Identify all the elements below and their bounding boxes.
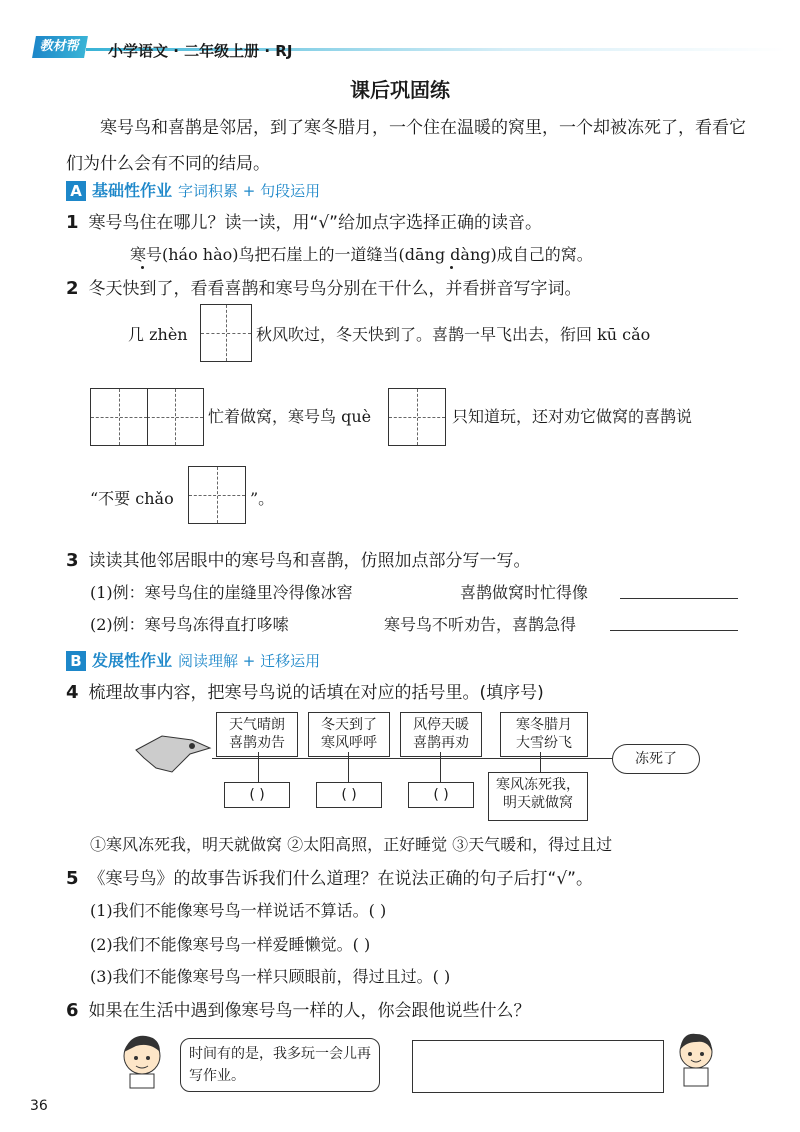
- q2-line1b: 秋风吹过，冬天快到了。喜鹊一早飞出去，衔回 kū cǎo: [256, 325, 651, 344]
- question-text: 如果在生活中遇到像寒号鸟一样的人，你会跟他说些什么？: [88, 1001, 531, 1021]
- section-b-sub: 阅读理解 + 迁移运用: [178, 652, 321, 670]
- question-5: [66, 864, 593, 889]
- section-b-name: 发展性作业: [92, 651, 173, 670]
- q3-example2: (2)例：寒号鸟冻得直打哆嗦: [90, 615, 289, 634]
- writing-grid[interactable]: [388, 388, 446, 446]
- section-b-header: [66, 648, 320, 671]
- boy-avatar: [116, 1030, 172, 1090]
- answer-line[interactable]: [610, 630, 738, 631]
- answer-paren[interactable]: ( ): [408, 782, 474, 808]
- question-number: 2: [66, 278, 79, 299]
- q5-option3[interactable]: (3)我们不能像寒号鸟一样只顾眼前，得过且过。( ): [90, 967, 451, 986]
- q3-example1: (1)例：寒号鸟住的崖缝里冷得像冰窖: [90, 583, 353, 602]
- q2-line3b: ”。: [250, 489, 275, 508]
- section-a-header: [66, 178, 320, 201]
- section-a-name: 基础性作业: [92, 181, 173, 200]
- emphasis-dot: [141, 266, 144, 269]
- question-number: 3: [66, 550, 79, 571]
- story-box: 风停天暖 喜鹊再劝: [400, 712, 482, 757]
- brand-badge: 教材帮: [32, 36, 88, 58]
- answer-line[interactable]: [620, 598, 738, 599]
- question-text: 寒号鸟住在哪儿？读一读，用“√”给加点字选择正确的读音。: [88, 213, 542, 233]
- page-number: 36: [30, 1098, 48, 1114]
- speech-bubble: 时间有的是，我多玩一会儿再写作业。: [180, 1038, 380, 1092]
- answer-paren[interactable]: ( ): [316, 782, 382, 808]
- q2-line3a: “不要 chǎo: [90, 489, 174, 508]
- story-box: 天气晴朗 喜鹊劝告: [216, 712, 298, 757]
- q3-prompt2: 寒号鸟不听劝告，喜鹊急得: [384, 615, 577, 634]
- q2-line2b: 只知道玩，还对劝它做窝的喜鹊说: [452, 407, 693, 426]
- answer-box[interactable]: [412, 1040, 664, 1093]
- writing-grid[interactable]: [90, 388, 204, 446]
- question-text: 读读其他邻居眼中的寒号鸟和喜鹊，仿照加点部分写一写。: [88, 551, 531, 571]
- section-a-letter: A: [66, 181, 86, 201]
- intro-paragraph: 寒号鸟和喜鹊是邻居，到了寒冬腊月，一个住在温暖的窝里，一个却被冻死了，看看它们为什么会有不同的结局。: [66, 118, 746, 174]
- question-text: 《寒号鸟》的故事告诉我们什么道理？在说法正确的句子后打“√”。: [88, 869, 593, 889]
- q5-option2[interactable]: (2)我们不能像寒号鸟一样爱睡懒觉。( ): [90, 935, 371, 954]
- question-number: 1: [66, 212, 79, 233]
- page-title: 课后巩固练: [350, 78, 450, 102]
- question-3: [66, 546, 531, 571]
- book-title: 小学语文 · 二年级上册 · RJ: [108, 42, 293, 60]
- question-2: [66, 274, 582, 299]
- writing-grid[interactable]: [200, 304, 252, 362]
- q2-line1a: 几 zhèn: [128, 325, 188, 344]
- story-box: 寒冬腊月 大雪纷飞: [500, 712, 588, 757]
- question-number: 4: [66, 682, 79, 703]
- writing-grid[interactable]: [188, 466, 246, 524]
- timeline: [212, 758, 612, 759]
- question-number: 5: [66, 868, 79, 889]
- answer-paren[interactable]: ( ): [224, 782, 290, 808]
- question-1: [66, 208, 542, 233]
- question-text: 梳理故事内容，把寒号鸟说的话填在对应的括号里。(填序号): [88, 683, 544, 703]
- question-number: 6: [66, 1000, 79, 1021]
- question-text: 冬天快到了，看看喜鹊和寒号鸟分别在干什么，并看拼音写字词。: [88, 279, 582, 299]
- emphasis-dot: [450, 266, 453, 269]
- q4-options: ①寒风冻死我，明天就做窝 ②太阳高照，正好睡觉 ③天气暖和，得过且过: [90, 835, 613, 854]
- q3-prompt1: 喜鹊做窝时忙得像: [460, 583, 589, 602]
- question-6: [66, 996, 531, 1021]
- q5-option1[interactable]: (1)我们不能像寒号鸟一样说话不算话。( ): [90, 901, 387, 920]
- bird-illustration: [132, 728, 212, 780]
- section-a-sub: 字词积累 + 句段运用: [178, 182, 321, 200]
- story-box: 冬天到了 寒风呼呼: [308, 712, 390, 757]
- q1-sentence: 寒号(háo hào)鸟把石崖上的一道缝当(dāng dàng)成自己的窝。: [130, 245, 593, 264]
- question-4: [66, 678, 544, 703]
- girl-avatar: [672, 1028, 722, 1090]
- q2-line2a: 忙着做窝，寒号鸟 què: [208, 407, 372, 426]
- end-oval: 冻死了: [612, 744, 700, 774]
- quote-box: 寒风冻死我， 明天就做窝: [488, 772, 588, 821]
- section-b-letter: B: [66, 651, 86, 671]
